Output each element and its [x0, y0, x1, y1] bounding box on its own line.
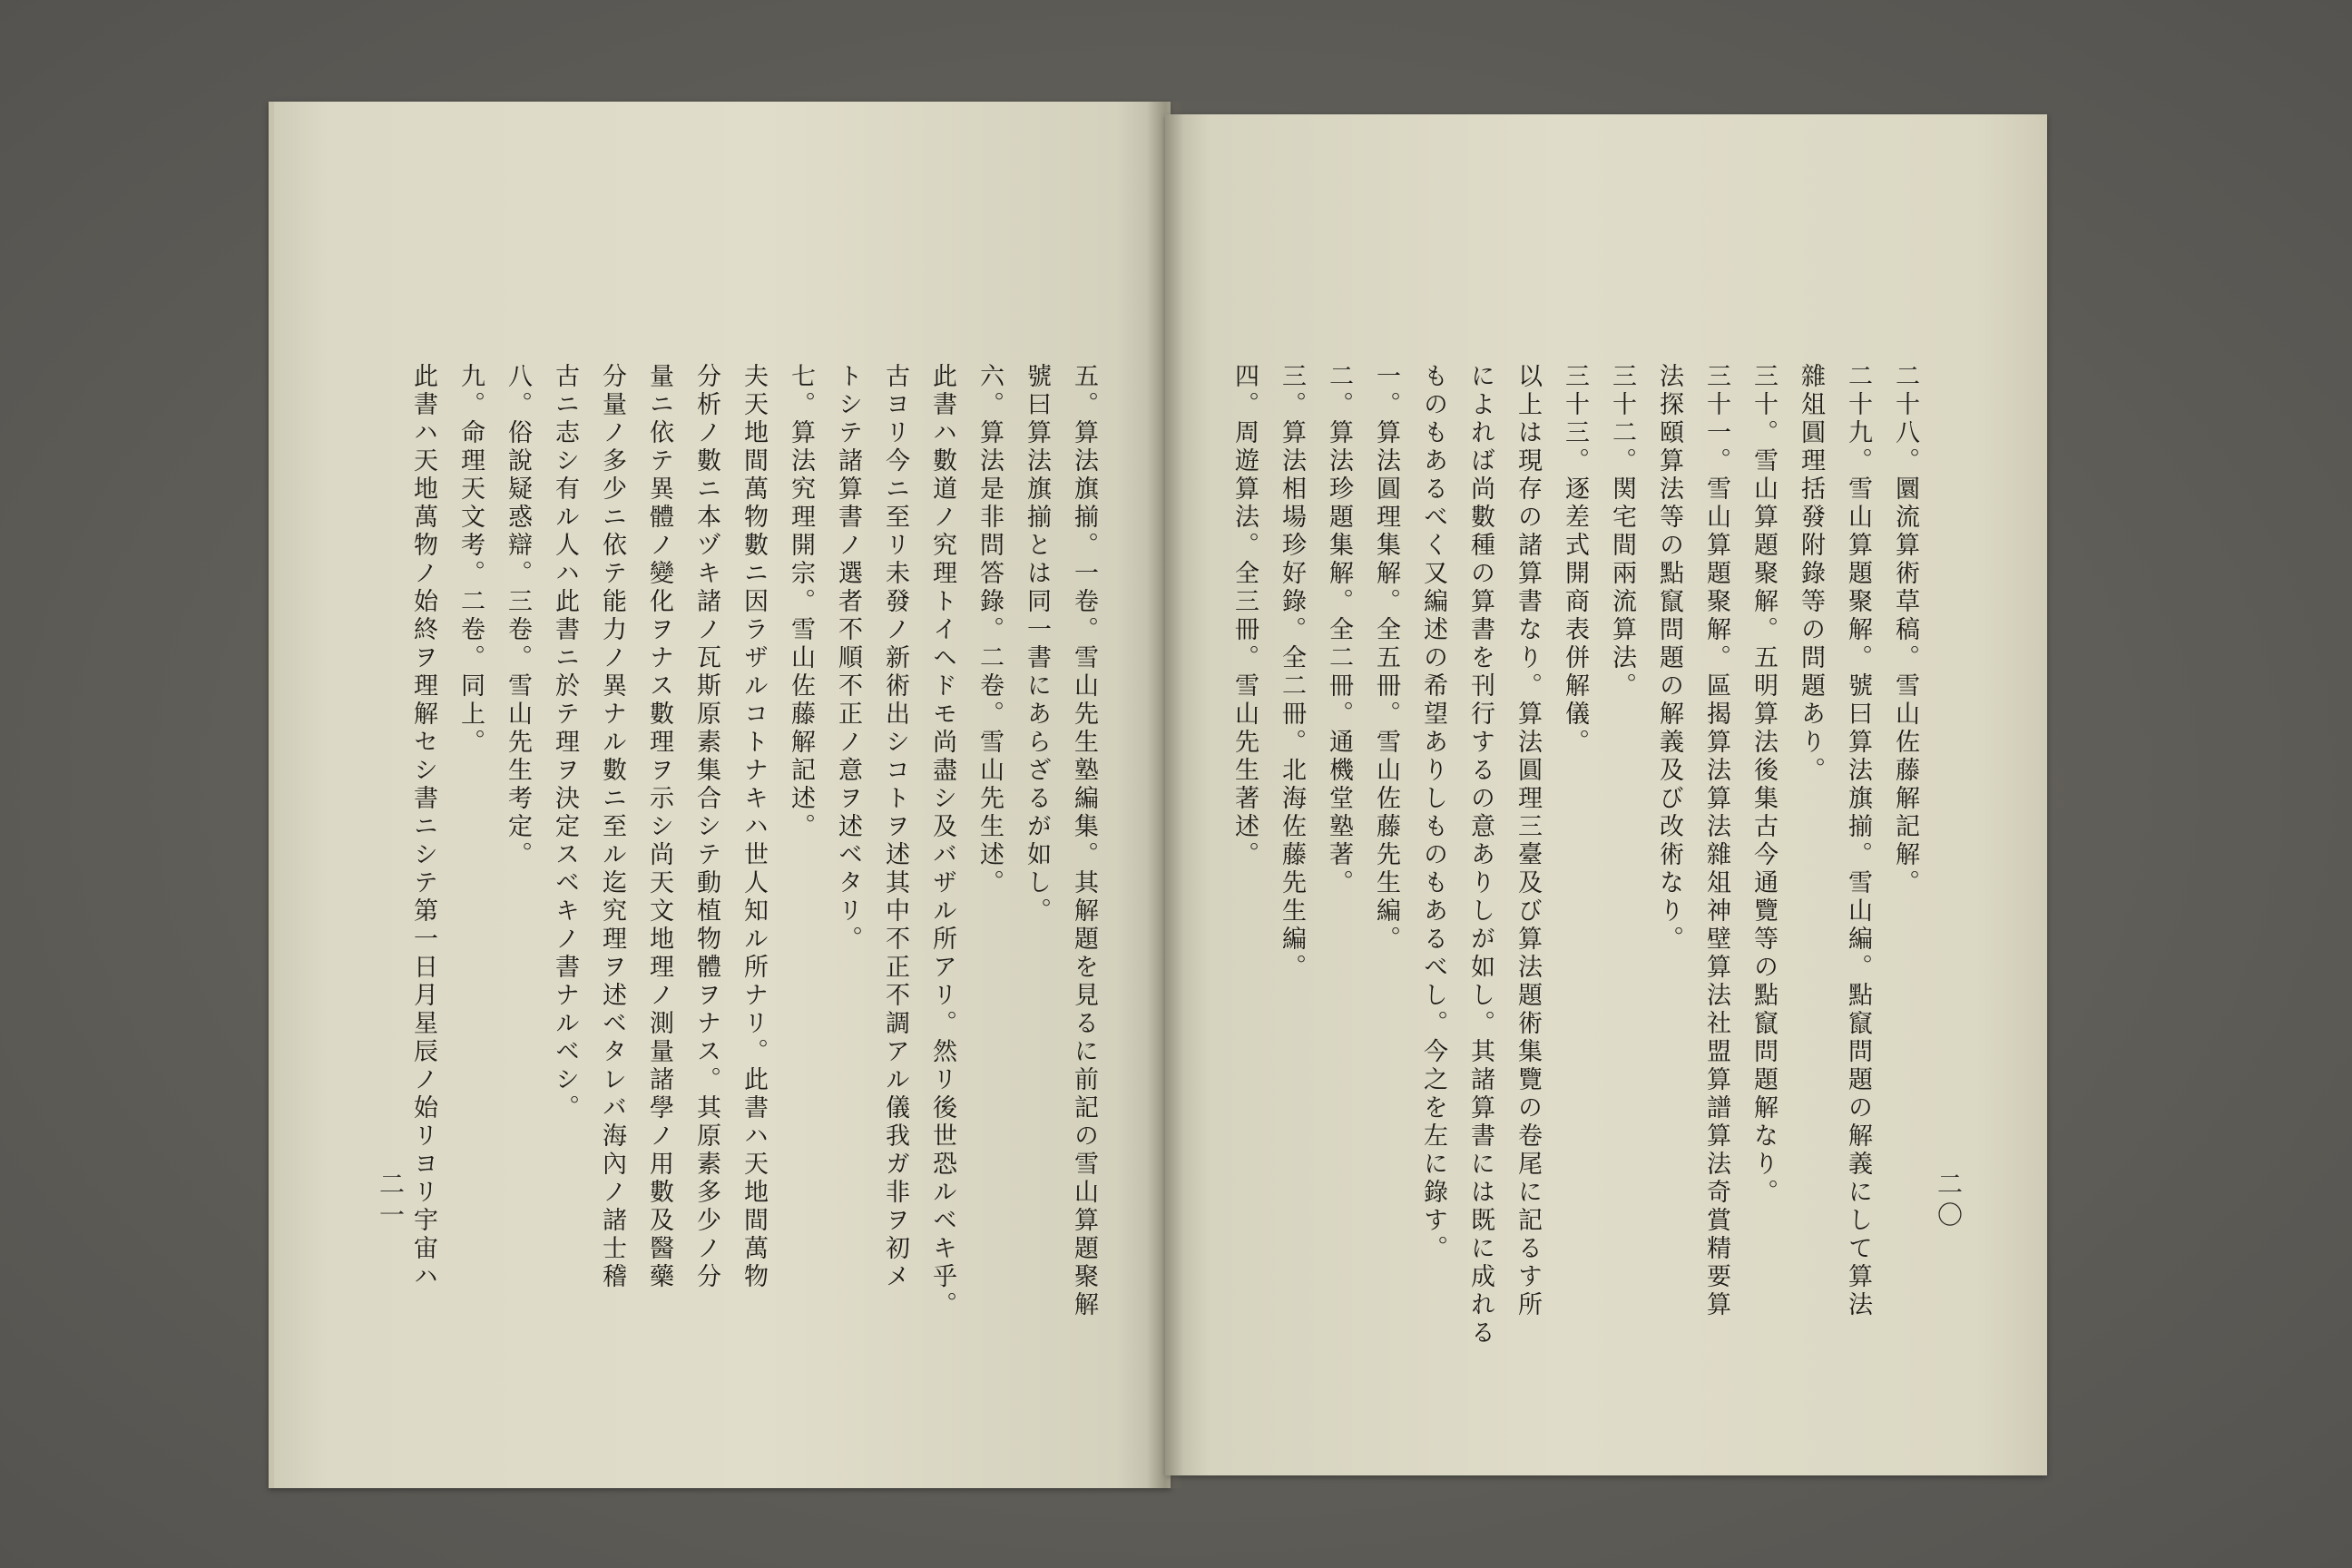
page-number: 二一: [376, 1171, 406, 1232]
text-column: 以上は現存の諸算書なり。算法圓理三臺及び算法題術集覽の卷尾に記るす所: [1514, 363, 1542, 1319]
text-column: 量ニ依テ異體ノ變化ヲナス數理ヲ示シ尚天文地理ノ測量諸學ノ用數及醫藥: [645, 363, 673, 1291]
text-column: 三十一。雪山算題聚解。區揭算法算法雜俎神壁算法社盟算譜算法奇賞精要算: [1702, 363, 1730, 1319]
text-column: 二十九。雪山算題聚解。號曰算法旗揃。雪山編。點竄問題の解義にして算法: [1844, 363, 1872, 1319]
text-column: 六。算法是非問答錄。二卷。雪山先生述。: [975, 363, 1004, 897]
text-column: 法探頤算法等の點竄問題の解義及び改術なり。: [1655, 363, 1683, 954]
text-column: 古ニ志シ有ル人ハ此書ニ於テ理ヲ決定スベキノ書ナルベシ。: [551, 363, 579, 1122]
text-column: 三十。雪山算題聚解。五明算法後集古今通覽等の點竄問題解なり。: [1749, 363, 1778, 1207]
text-column: 七。算法究理開宗。雪山佐藤解記述。: [787, 363, 815, 841]
right-page-text: [1220, 363, 1928, 1348]
text-column: 分析ノ數ニ本ヅキ諸ノ瓦斯原素集合シテ動植物體ヲナス。其原素多少ノ分: [692, 363, 720, 1291]
text-column: 二十八。圜流算術草稿。雪山佐藤解記解。: [1891, 363, 1919, 897]
text-column: 此書ハ天地萬物ノ始終ヲ理解セシ書ニシテ第一日月星辰ノ始リヨリ宇宙ハ: [409, 363, 437, 1291]
text-column: によれば尚數種の算書を刊行するの意ありしが如し。其諸算書には既に成れる: [1466, 363, 1494, 1348]
text-column: ものもあるべく又編述の希望ありしものもあるべし。今之を左に錄す。: [1419, 363, 1447, 1263]
left-page-text: [399, 363, 1107, 1325]
text-column: 古ヨリ今ニ至リ未發ノ新術出シコトヲ述其中不正不調アル儀我ガ非ヲ初メ: [881, 363, 909, 1291]
text-column: トシテ諸算書ノ選者不順不正ノ意ヲ述ベタリ。: [834, 363, 862, 954]
text-column: 三。算法相場珍好錄。全二冊。北海佐藤先生編。: [1278, 363, 1306, 982]
page-number: 二〇: [1934, 1171, 1964, 1232]
text-column: 二。算法珍題集解。全二冊。通機堂塾著。: [1325, 363, 1353, 897]
text-column: 五。算法旗揃。一卷。雪山先生塾編集。其解題を見るに前記の雪山算題聚解: [1070, 363, 1098, 1319]
text-column: 此書ハ數道ノ究理トイヘドモ尚盡シ及バザル所アリ。然リ後世恐ルベキ乎。: [928, 363, 956, 1319]
text-column: 三十三。逐差式開商表併解儀。: [1561, 363, 1589, 757]
text-column: 分量ノ多少ニ依テ能力ノ異ナル數ニ至ル迄究理ヲ述ベタレバ海內ノ諸士稽: [598, 363, 626, 1291]
text-column: 九。命理天文考。二卷。同上。: [456, 363, 485, 757]
text-column: 一。算法圓理集解。全五冊。雪山佐藤先生編。: [1372, 363, 1400, 954]
text-column: 號曰算法旗揃とは同一書にあらざるが如し。: [1023, 363, 1051, 926]
text-column: 八。俗說疑惑辯。三卷。雪山先生考定。: [504, 363, 532, 869]
text-column: 三十二。関宅間兩流算法。: [1608, 363, 1636, 701]
text-column: 夫天地間萬物數ニ因ラザルコトナキハ世人知ル所ナリ。此書ハ天地間萬物: [740, 363, 768, 1291]
text-column: 雜俎圓理括發附錄等の問題あり。: [1797, 363, 1825, 785]
book-gutter: [1147, 102, 1183, 1488]
text-column: 四。周遊算法。全三冊。雪山先生著述。: [1230, 363, 1259, 869]
